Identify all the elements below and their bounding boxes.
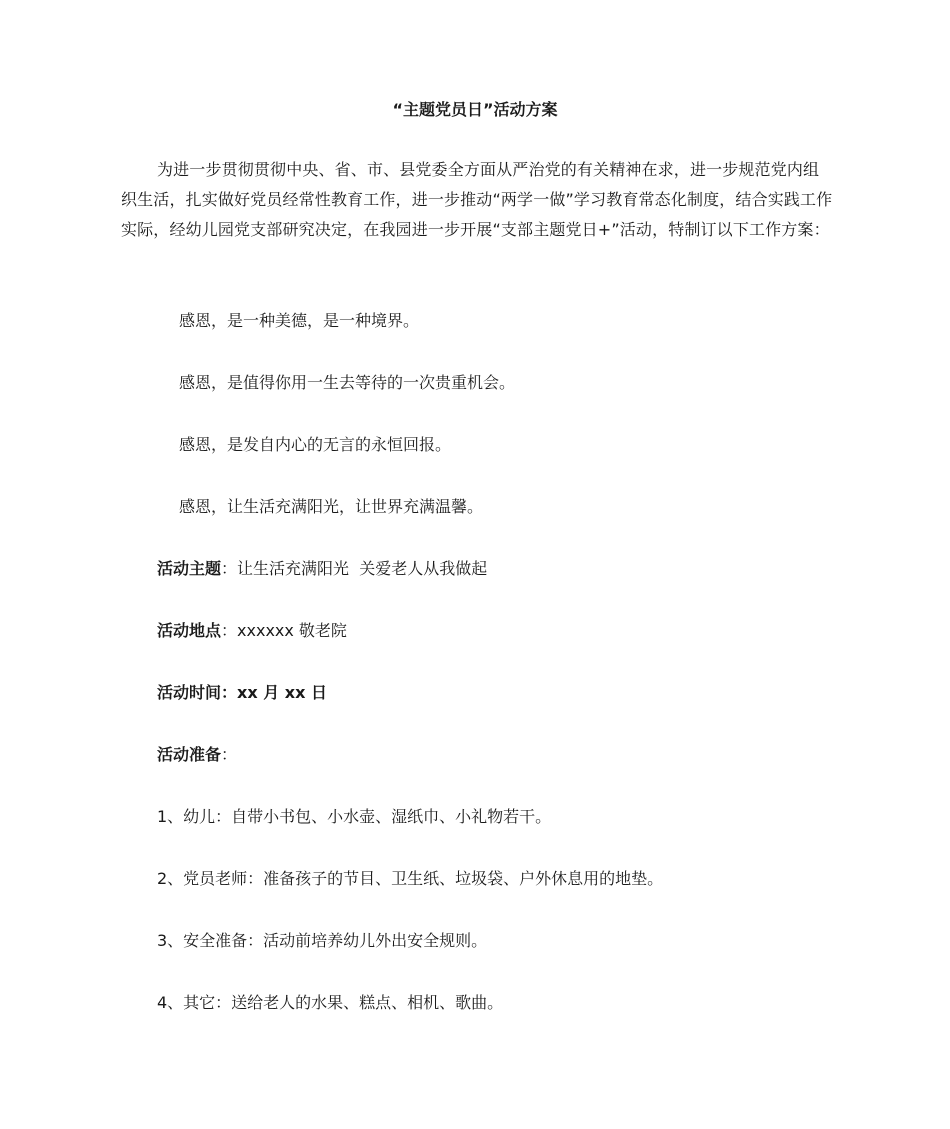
activity-location — [157, 618, 347, 644]
activity-time — [157, 680, 327, 706]
gratitude-line-3: 感恩，是发自内心的无言的永恒回报。 — [179, 435, 452, 454]
prep-item-1: 1、幼儿：自带小书包、小水壶、湿纸巾、小礼物若干。 — [157, 807, 552, 826]
gratitude-line-2: 感恩，是值得你用一生去等待的一次贵重机会。 — [179, 373, 516, 392]
activity-preparation-sep: ： — [221, 745, 238, 764]
activity-theme-value: 让生活充满阳光 关爱老人从我做起 — [237, 559, 488, 578]
gratitude-line-1: 感恩，是一种美德，是一种境界。 — [179, 311, 420, 330]
gratitude-line-4: 感恩，让生活充满阳光，让世界充满温馨。 — [179, 497, 484, 516]
activity-location-label: 活动地点 — [157, 621, 222, 640]
activity-time-value: xx 月 xx 日 — [237, 683, 328, 702]
activity-location-value: xxxxxx 敬老院 — [237, 621, 347, 640]
activity-preparation — [157, 742, 237, 768]
prep-item-3: 3、安全准备：活动前培养幼儿外出安全规则。 — [157, 931, 488, 950]
activity-theme-sep: ： — [221, 559, 238, 578]
document-title: “主题党员日”活动方案 — [392, 100, 558, 119]
activity-theme — [157, 556, 487, 582]
activity-theme-label: 活动主题 — [157, 559, 222, 578]
activity-location-sep: ： — [221, 621, 238, 640]
activity-time-label: 活动时间： — [157, 683, 238, 702]
activity-preparation-label: 活动准备 — [157, 745, 222, 764]
intro-paragraph: 为进一步贯彻贯彻中央、省、市、县党委全方面从严治党的有关精神在求，进一步规范党内组织生活，扎实做好党员经常性教育工作，进一步推动“两学一做”学习教育常态化制度，结合实践工作实际，经幼儿园党支部研究决定，在我园进一步开展“支部主题党日+”活动，特制订以下工作方案： — [121, 160, 833, 239]
prep-item-4: 4、其它：送给老人的水果、糕点、相机、歌曲。 — [157, 993, 504, 1012]
prep-item-2: 2、党员老师：准备孩子的节目、卫生纸、垃圾袋、户外休息用的地垫。 — [157, 869, 664, 888]
